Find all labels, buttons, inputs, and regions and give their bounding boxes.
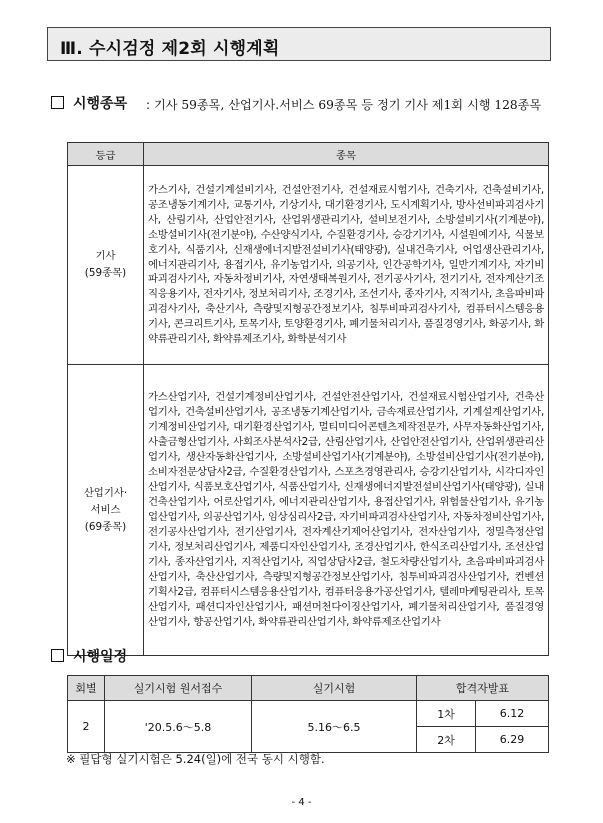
page-number: - 4 - <box>291 797 312 808</box>
schedule-table <box>67 675 549 753</box>
footnote: ※ 필답형 실기시험은 5.24(일)에 전국 동시 시행함. <box>66 752 325 766</box>
table-row <box>68 365 549 656</box>
items-summary <box>146 93 558 117</box>
result-label: 2차 <box>417 727 476 753</box>
result-date: 6.29 <box>476 727 549 753</box>
summary-text: 기사 59종목, 산업기사.서비스 69종목 등 정기 기사 제1회 시행 128종목 <box>153 98 542 112</box>
exam-cell: 5.16～6.5 <box>252 701 417 753</box>
section-heading-text: 시행일정 <box>73 649 128 665</box>
page-title: Ⅲ. 수시검정 제2회 시행계획 <box>60 39 280 59</box>
header-round: 회별 <box>68 676 105 701</box>
header-grade: 등급 <box>68 143 144 166</box>
summary-colon: : <box>146 98 151 112</box>
grade-count: (59종목) <box>84 267 127 279</box>
table-header-row <box>68 143 549 166</box>
grade-count: (69종목) <box>84 520 127 533</box>
checkbox-square-icon <box>51 96 64 109</box>
section-heading-items <box>51 93 127 113</box>
page-title-box <box>47 27 551 61</box>
checkbox-square-icon <box>51 649 64 662</box>
items-cell: 가스기사, 건설기계설비기사, 건설안전기사, 건설재료시험기사, 건축기사, 건축설비기사, 공조냉동기계기사, 교통기사, 기상기사, 대기환경기사, 도시계획기사, 방사선비파괴검사기사, 산림기사, 산업안전기사, 산업위생관리기사, 설비보전기사, 소방설비기사(기계분야), 소방설비기사(전기분야), 수산양식기사, 수질환경기사, 승강기기사, 시설원예기사, 식물보호기사, 식품기사, 신재생에너지발전설비기사(태양광), 실내건축기사, 어업생산관리기사, 에너지관리기사, 용접기사, 유기농업기사, 의공기사, 인간공학기사, 일반기계기사, 자기비파괴검사기사, 자동차정비기사, 자연생태복원기사, 전기공사기사, 전기기사, 전자계산기조직응용기사, 전자기사, 정보처리기사, 조경기사, 조선기사, 종자기사, 지적기사, 초음파비파괴검사기사, 축산기사, 측량및지형공간정보기사, 침투비파괴검사기사, 컴퓨터시스템응용기사, 콘크리트기사, 토목기사, 토양환경기사, 폐기물처리기사, 품질경영기사, 화공기사, 화약류관리기사, 화약류제조기사, 화학분석기사 <box>144 166 549 365</box>
items-table <box>67 142 549 656</box>
result-date: 6.12 <box>476 701 549 727</box>
table-header-row <box>68 676 549 701</box>
round-cell: 2 <box>68 701 105 753</box>
table-row <box>68 166 549 365</box>
header-items: 종목 <box>144 143 549 166</box>
header-application: 실기시험 원서접수 <box>105 676 252 701</box>
grade-label: 산업기사· <box>83 486 128 499</box>
items-cell: 가스산업기사, 건설기계정비산업기사, 건설안전산업기사, 건설재료시험산업기사, 건축산업기사, 건축설비산업기사, 공조냉동기계산업기사, 금속재료산업기사, 기계설계산업기사, 기계정비산업기사, 대기환경산업기사, 멀티미디어콘텐츠제작전문가, 사무자동화산업기사, 사출금형산업기사, 사회조사분석사2급, 산림산업기사, 산업안전산업기사, 산업위생관리산업기사, 생산자동화산업기사, 소방설비산업기사(기계분야), 소방설비산업기사(전기분야), 소비자전문상담사2급, 수질환경산업기사, 스포츠경영관리사, 승강기산업기사, 시각디자인산업기사, 식품보호산업기사, 식품산업기사, 신재생에너지발전설비산업기사(태양광), 실내건축산업기사, 어로산업기사, 에너지관리산업기사, 용접산업기사, 위험물산업기사, 유기농업산업기사, 의공산업기사, 임상심리사2급, 자기비파괴검사산업기사, 자동차정비산업기사, 전기공사산업기사, 전기산업기사, 전자계산기제어산업기사, 전자산업기사, 정밀측정산업기사, 정보처리산업기사, 제품디자인산업기사, 조경산업기사, 한식조리산업기사, 조선산업기사, 종자산업기사, 지적산업기사, 직업상담사2급, 철도차량산업기사, 초음파비파괴검사산업기사, 축산산업기사, 측량및지형공간정보산업기사, 침투비파괴검사산업기사, 컨벤션기획사2급, 컴퓨터시스템응용산업기사, 컴퓨터응용가공산업기사, 텔레마케팅관리사, 토목산업기사, 패션디자인산업기사, 패션머천다이징산업기사, 폐기물처리산업기사, 품질경영산업기사, 향공산업기사, 화약류관리산업기사, 화약류제조산업기사 <box>144 365 549 656</box>
section-heading-schedule <box>51 646 127 666</box>
grade-cell <box>68 365 144 656</box>
header-results: 합격자발표 <box>417 676 549 701</box>
grade-label: 기사 <box>95 250 116 262</box>
section-heading-text: 시행종목 <box>73 96 128 112</box>
result-label: 1차 <box>417 701 476 727</box>
header-exam: 실기시험 <box>252 676 417 701</box>
application-cell: '20.5.6～5.8 <box>105 701 252 753</box>
table-row <box>68 701 549 727</box>
grade-cell <box>68 166 144 365</box>
grade-label-2: 서비스 <box>90 503 121 516</box>
